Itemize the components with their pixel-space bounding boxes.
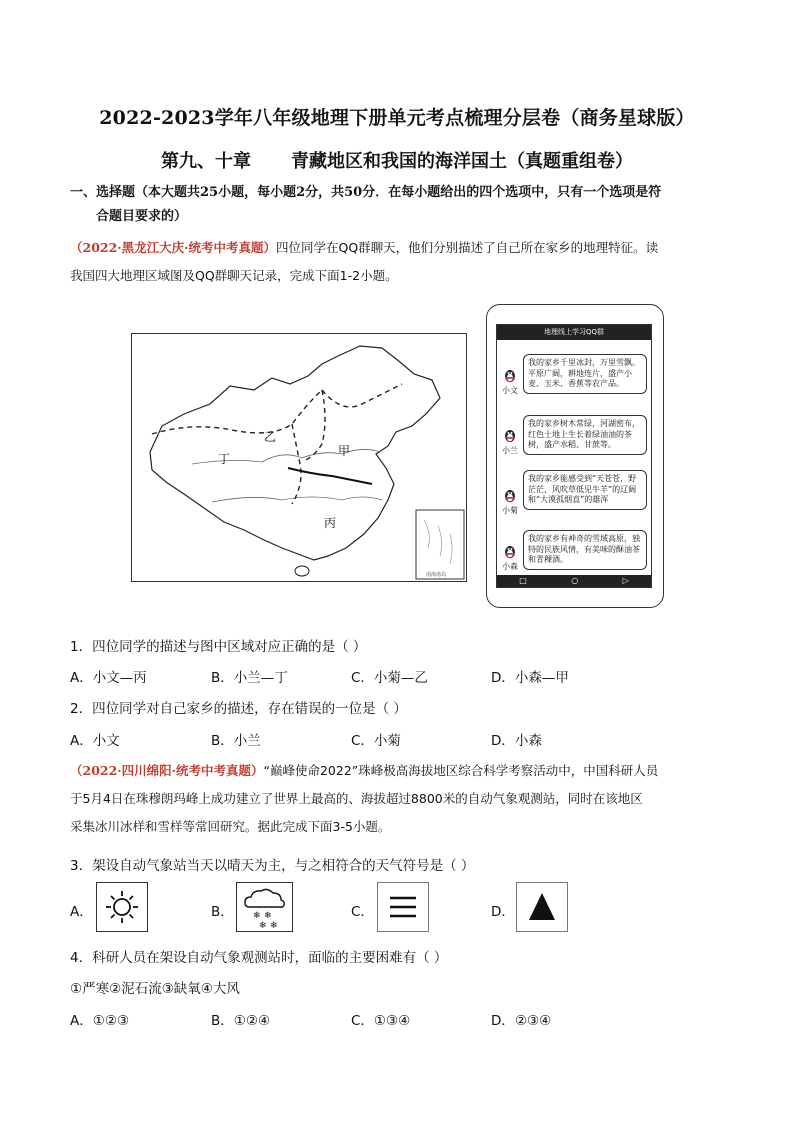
- china-regions-map: [131, 333, 467, 582]
- passage-2-text-1: “巅峰使命2022”珠峰极高海拔地区综合科学考察活动中，中国科研人员: [263, 763, 659, 778]
- qq-penguin-icon: [503, 367, 517, 381]
- svg-text:❄: ❄: [253, 911, 261, 921]
- q4-option-b: B．①②④: [211, 1013, 271, 1029]
- phone-nav-bar: [497, 575, 651, 587]
- q1-option-d: D．小森—甲: [491, 670, 569, 686]
- chat-bubble-3: 我的家乡能感受到“天苍苍，野茫茫，风吹草低见牛羊”的辽阔和“大漠孤烟直”的雄浑: [523, 470, 647, 510]
- chat-title: 地理线上学习QQ群: [497, 325, 651, 340]
- passage-2-text-2: 于5月4日在珠穆朗玛峰上成功建立了世界上最高的、海拔超过8800米的自动气象观测站，同时在该地区: [70, 791, 643, 806]
- chat-bubble-2: 我的家乡树木常绿，河湖密布，红色土地上生长着绿油油的茶树，盛产水稻、甘蔗等。: [523, 415, 647, 455]
- map-drawing: [132, 334, 466, 581]
- q1-option-c: C．小菊—乙: [351, 670, 428, 686]
- section-heading: [70, 181, 730, 229]
- svg-text:❄: ❄: [270, 921, 278, 931]
- chat-name-4: 小森: [502, 562, 518, 571]
- chat-bubble-1: 我的家乡千里冰封，万里雪飘。平原广阔，耕地连片，盛产小麦、玉米、香蕉等农产品。: [523, 354, 647, 394]
- svg-text:❄: ❄: [264, 911, 272, 921]
- passage-1-source: （2022·黑龙江大庆·统考中考真题）: [70, 240, 276, 255]
- region-label-ding: 丁: [218, 452, 231, 466]
- question-4-items: ①严寒②泥石流③缺氧④大风: [70, 981, 240, 997]
- q2-option-c: C．小菊: [351, 733, 401, 749]
- nav-home-icon: ○: [571, 576, 579, 585]
- question-3-stem: 3．架设自动气象站当天以晴天为主，与之相符合的天气符号是（ ）: [70, 858, 475, 874]
- region-label-bing: 丙: [324, 516, 337, 530]
- inset-label: 南海诸岛: [426, 572, 447, 578]
- qq-penguin-icon: [503, 487, 517, 501]
- q3-option-a: A．: [70, 904, 93, 920]
- sunny-icon: [96, 882, 148, 932]
- nav-recent-icon: □: [519, 576, 527, 585]
- passage-1-text-1: 四位同学在QQ群聊天，他们分别描述了自己所在家乡的地理特征。读: [276, 240, 659, 255]
- q3-option-b: B．: [211, 904, 234, 920]
- qq-penguin-icon: [503, 543, 517, 557]
- chat-name-3: 小菊: [502, 506, 518, 515]
- q4-option-c: C．①③④: [351, 1013, 411, 1029]
- q2-option-d: D．小森: [491, 733, 542, 749]
- hail-triangle-icon: [516, 882, 568, 932]
- q3-option-d: D．: [491, 904, 515, 920]
- passage-2: [70, 757, 730, 841]
- snow-cloud-icon: [236, 882, 293, 932]
- question-2-stem: 2．四位同学对自己家乡的描述，存在错误的一位是（ ）: [70, 701, 407, 717]
- q1-option-b: B．小兰—丁: [211, 670, 288, 686]
- q4-option-d: D．②③④: [491, 1013, 552, 1029]
- chat-name-2: 小兰: [502, 446, 518, 455]
- passage-2-text-3: 采集冰川冰样和雪样等常回研究。据此完成下面3-5小题。: [70, 819, 391, 834]
- phone-frame: [486, 304, 664, 608]
- chapter-title: [0, 147, 794, 173]
- q3-option-c: C．: [351, 904, 374, 920]
- passage-2-source: （2022·四川绵阳·统考中考真题）: [70, 763, 264, 778]
- nav-back-icon: ▷: [622, 576, 629, 585]
- region-label-yi: 乙: [264, 430, 277, 444]
- fog-icon: [377, 882, 429, 932]
- section-line-2: 合题目要求的）: [96, 209, 188, 224]
- question-1-stem: 1．四位同学的描述与图中区域对应正确的是（ ）: [70, 639, 367, 655]
- q4-option-a: A．①②③: [70, 1013, 130, 1029]
- chat-bubble-4: 我的家乡有神奇的雪域高原，独特的民族风情，有美味的酥油茶和青稞酒。: [523, 530, 647, 570]
- svg-text:❄: ❄: [259, 921, 267, 931]
- phone-screen: [496, 324, 652, 588]
- passage-1: [70, 234, 730, 290]
- question-4-stem: 4．科研人员在架设自动气象观测站时，面临的主要困难有（ ）: [70, 950, 448, 966]
- q2-option-b: B．小兰: [211, 733, 261, 749]
- region-label-jia: 甲: [338, 444, 351, 458]
- chapter-subtitle: 青藏地区和我国的海洋国土（真题重组卷）: [291, 151, 633, 172]
- section-line-1: 一、选择题（本大题共25小题，每小题2分，共50分．在每小题给出的四个选项中，只有一个选项是符: [70, 185, 662, 200]
- passage-1-text-2: 我国四大地理区域图及QQ群聊天记录，完成下面1-2小题。: [70, 268, 398, 283]
- chapter-number: 第九、十章: [161, 151, 251, 172]
- chat-name-1: 小文: [502, 386, 518, 395]
- qq-penguin-icon: [503, 427, 517, 441]
- q1-option-a: A．小文—丙: [70, 670, 147, 686]
- document-title: 2022-2023学年八年级地理下册单元考点梳理分层卷（商务星球版）: [99, 107, 695, 129]
- q2-option-a: A．小文: [70, 733, 120, 749]
